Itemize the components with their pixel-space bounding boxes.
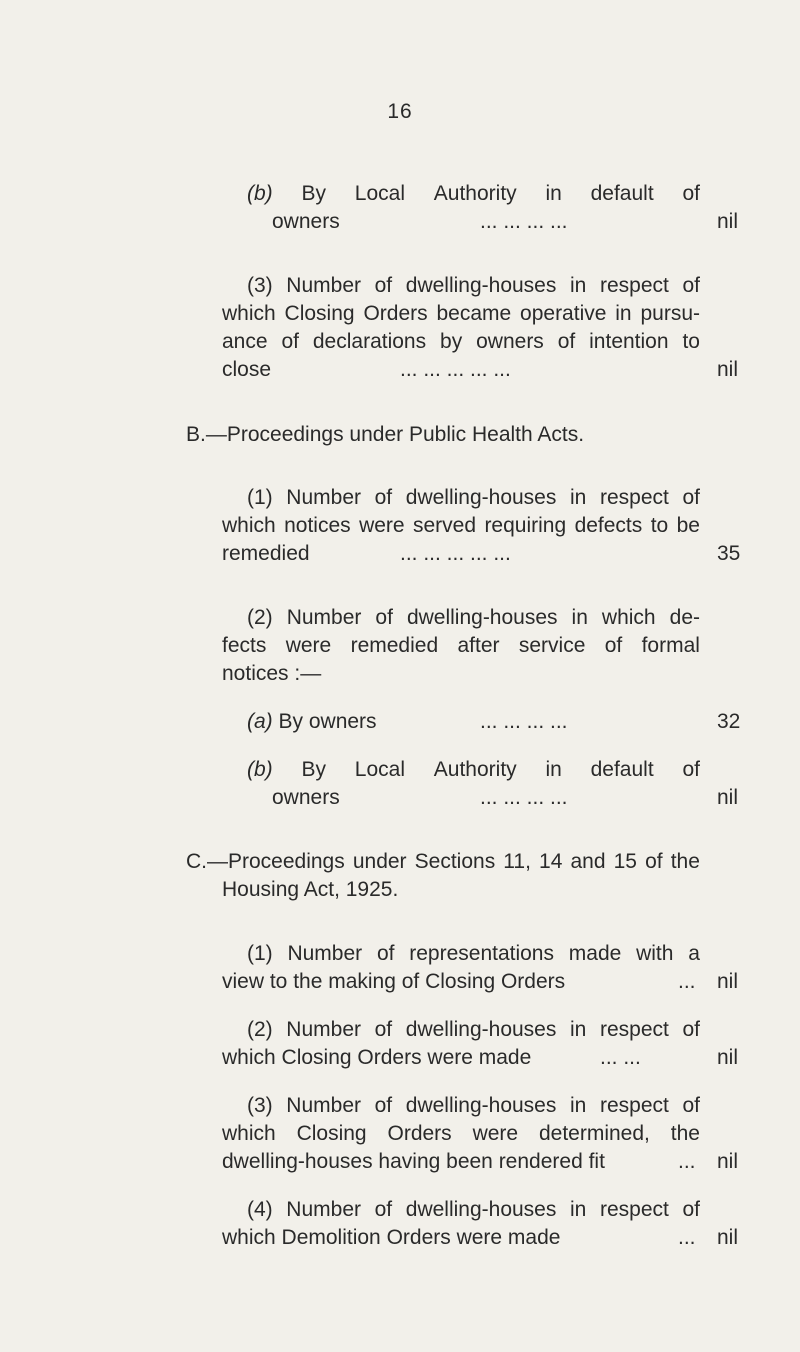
a2b-line1 [247, 180, 700, 208]
word: dwelling-houses [405, 1198, 557, 1221]
word: of [604, 634, 623, 657]
word: service [518, 634, 586, 657]
word: were [285, 634, 332, 657]
word: Sections [414, 850, 496, 873]
c2-line1 [247, 1016, 700, 1044]
word: were [472, 1122, 519, 1145]
word: in [545, 758, 562, 781]
word: respect [599, 486, 669, 509]
word: pursu- [640, 302, 700, 325]
word: respect [599, 1198, 669, 1221]
word: operative [520, 302, 607, 325]
word: notices [284, 514, 351, 537]
word: which [222, 514, 276, 537]
word: (2) [247, 1018, 273, 1041]
leader-dots: ... ... ... ... [480, 210, 568, 233]
word: default [590, 758, 654, 781]
word: (3) [247, 274, 273, 297]
word: which [601, 606, 656, 629]
word: Number [286, 274, 361, 297]
c4-line1 [247, 1196, 700, 1224]
b-sub-b-line1 [247, 756, 700, 784]
a3-line2 [222, 300, 700, 328]
a3-line1 [247, 272, 700, 300]
c2-line2: which Closing Orders were made [222, 1046, 532, 1069]
leader-dots: ... ... ... ... ... [400, 358, 511, 381]
c4-line2: which Demolition Orders were made [222, 1226, 561, 1249]
word: Number [286, 486, 361, 509]
c3-line3: dwelling-houses having been rendered fit [222, 1150, 605, 1173]
value: nil [717, 786, 739, 809]
word: dwelling-houses [406, 606, 558, 629]
b2-line1 [247, 604, 700, 632]
word: fects [222, 634, 267, 657]
word: of [374, 1198, 393, 1221]
word: of [682, 1094, 700, 1117]
word: 15 [613, 850, 637, 873]
word: of [682, 274, 700, 297]
word: which [222, 302, 276, 325]
word: (2) [247, 606, 273, 629]
word: in [569, 486, 587, 509]
word: of [682, 758, 700, 781]
word: Authority [433, 182, 517, 205]
word: of [682, 1198, 700, 1221]
word: were [359, 514, 405, 537]
value: nil [717, 1150, 739, 1173]
word: (3) [247, 1094, 273, 1117]
sub-b-label: (b) [247, 758, 273, 781]
word: (4) [247, 1198, 273, 1221]
word: dwelling-houses [405, 486, 557, 509]
word: a [688, 942, 700, 965]
section-c-heading-line2: Housing Act, 1925. [222, 878, 399, 901]
word: (1) [247, 942, 273, 965]
word: representations [409, 942, 554, 965]
word: Local [354, 182, 405, 205]
word: became [436, 302, 512, 325]
word: of [682, 1018, 700, 1041]
section-b-heading: B.—Proceedings under Public Health Acts. [186, 423, 585, 446]
value: 35 [717, 542, 741, 565]
b2-line2 [222, 632, 700, 660]
word: in [571, 606, 588, 629]
word: of [682, 486, 700, 509]
word: in [615, 302, 632, 325]
word: the [670, 1122, 700, 1145]
word: By [301, 758, 326, 781]
value: nil [717, 1046, 739, 1069]
word: Number [286, 606, 362, 629]
word: in [569, 1094, 587, 1117]
word: Authority [433, 758, 517, 781]
value: nil [717, 210, 739, 233]
word: intention [589, 330, 669, 353]
word: in [569, 274, 587, 297]
word: to [682, 330, 700, 353]
word: Number [286, 1018, 361, 1041]
word: determined, [538, 1122, 650, 1145]
word: of [374, 1018, 393, 1041]
word: to [650, 514, 669, 537]
b2-line3: notices :— [222, 662, 322, 685]
word: of [376, 942, 395, 965]
word: and [570, 850, 606, 873]
leader-dots: ... ... [600, 1046, 641, 1069]
word: respect [599, 274, 669, 297]
c1-line1 [247, 940, 700, 968]
leader-dots: ... [678, 1226, 696, 1249]
word: by [440, 330, 463, 353]
word: in [545, 182, 562, 205]
word: in [569, 1198, 587, 1221]
word: 11, [503, 850, 531, 873]
word: C.—Proceedings [186, 850, 345, 873]
b1-line2 [222, 512, 700, 540]
sub-a-text: By owners [278, 710, 377, 733]
word: of [374, 1094, 393, 1117]
leader-dots: ... [678, 970, 696, 993]
word: dwelling-houses [405, 1018, 557, 1041]
word: with [636, 942, 674, 965]
b-sub-b-line2: owners [272, 786, 340, 809]
word: de- [669, 606, 700, 629]
b1-line3: remedied [222, 542, 310, 565]
word: Orders [363, 302, 428, 325]
word: Number [287, 942, 363, 965]
word: 14 [539, 850, 563, 873]
word: requiring [484, 514, 567, 537]
word: Number [286, 1198, 361, 1221]
c3-line2 [222, 1120, 700, 1148]
word: default [590, 182, 654, 205]
word: of [645, 850, 663, 873]
word: defects [574, 514, 643, 537]
word: declarations [312, 330, 427, 353]
a3-line3 [222, 328, 700, 356]
word: Orders [387, 1122, 452, 1145]
b1-line1 [247, 484, 700, 512]
word: Closing [296, 1122, 367, 1145]
a3-line4: close [222, 358, 272, 381]
word: of [375, 606, 393, 629]
word: of [682, 182, 700, 205]
word: dwelling-houses [405, 1094, 557, 1117]
word: By [301, 182, 326, 205]
word: of [557, 330, 576, 353]
leader-dots: ... ... ... ... [480, 710, 568, 733]
word: served [413, 514, 477, 537]
word: made [568, 942, 622, 965]
word: respect [599, 1018, 669, 1041]
word: respect [599, 1094, 669, 1117]
section-c-heading [186, 848, 700, 876]
word: the [670, 850, 700, 873]
word: Number [286, 1094, 361, 1117]
value: nil [717, 358, 739, 381]
word: in [569, 1018, 587, 1041]
b-sub-a [247, 708, 377, 736]
sub-a-label: (a) [247, 710, 273, 733]
word: of [374, 486, 393, 509]
word: Local [354, 758, 405, 781]
value: 32 [717, 710, 741, 733]
word: which [222, 1122, 276, 1145]
c3-line1 [247, 1092, 700, 1120]
page-number: 16 [387, 100, 413, 123]
word: after [457, 634, 500, 657]
word: (1) [247, 486, 273, 509]
word: of [281, 330, 299, 353]
word: Closing [284, 302, 355, 325]
leader-dots: ... ... ... ... [480, 786, 568, 809]
leader-dots: ... ... ... ... ... [400, 542, 511, 565]
word: be [676, 514, 700, 537]
word: ance [222, 330, 268, 353]
c1-line2: view to the making of Closing Orders [222, 970, 566, 993]
word: under [352, 850, 407, 873]
a2b-line2: owners [272, 210, 340, 233]
word: formal [641, 634, 700, 657]
leader-dots: ... [678, 1150, 696, 1173]
a2b-label: (b) [247, 182, 273, 205]
value: nil [717, 970, 739, 993]
word: owners [476, 330, 544, 353]
word: dwelling-houses [405, 274, 557, 297]
word: remedied [350, 634, 439, 657]
value: nil [717, 1226, 739, 1249]
word: of [374, 274, 393, 297]
